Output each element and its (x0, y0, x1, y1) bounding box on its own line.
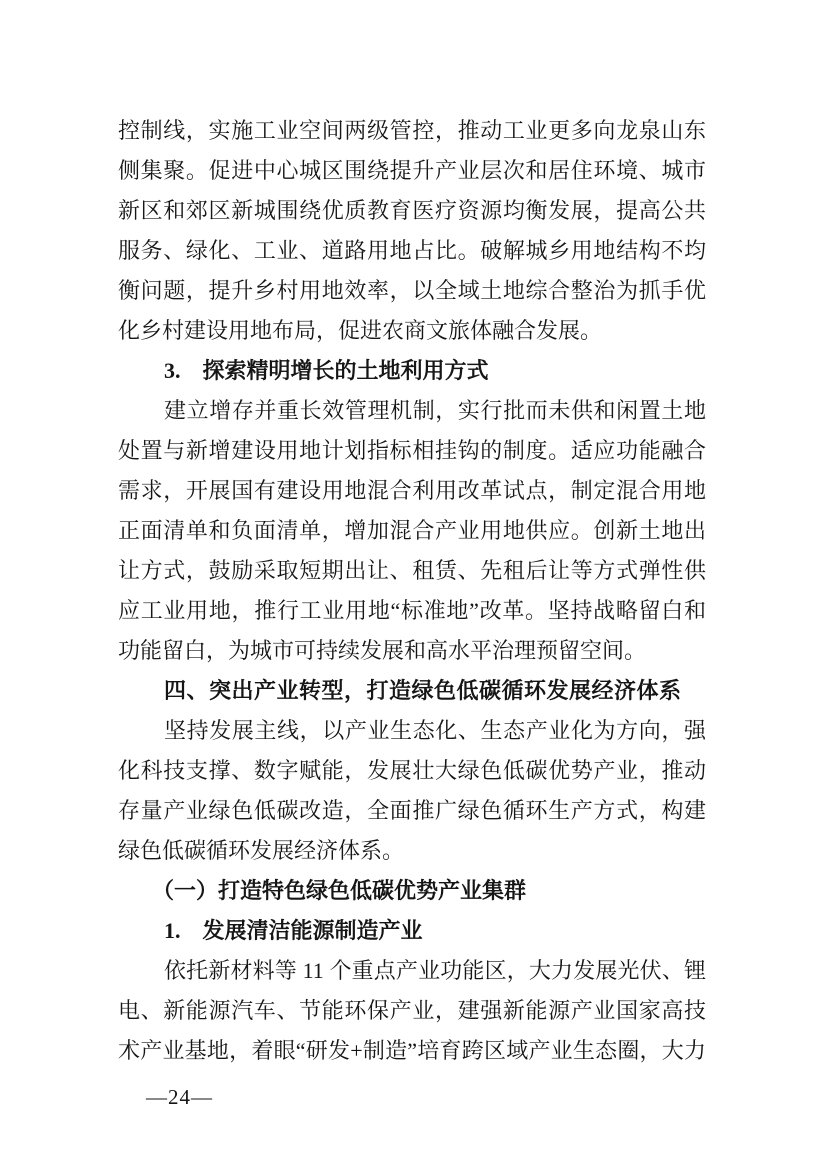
text-line: 侧集聚。促进中心城区围绕提升产业层次和居住环境、城市 (118, 158, 706, 183)
paragraph-land-control (118, 111, 706, 351)
heading-section-3: 3. 探索精明增长的土地利用方式 (164, 358, 489, 383)
text-line: 控制线，实施工业空间两级管控，推动工业更多向龙泉山东 (118, 118, 706, 143)
paragraph-industry-transform (118, 711, 706, 871)
text-line: 绿色低碳循环发展经济体系。 (118, 838, 405, 863)
text-line: 衡问题，提升乡村用地效率，以全域土地综合整治为抓手优 (118, 278, 706, 303)
heading-item-1: 1. 发展清洁能源制造产业 (164, 918, 423, 943)
paragraph-clean-energy (118, 951, 706, 1071)
document-body (118, 111, 706, 1071)
text-line: 化乡村建设用地布局，促进农商文旅体融合发展。 (118, 318, 603, 343)
text-line: 存量产业绿色低碳改造，全面推广绿色循环生产方式，构建 (118, 798, 706, 823)
text-line: 需求，开展国有建设用地混合利用改革试点，制定混合用地 (118, 478, 706, 503)
text-line: 让方式，鼓励采取短期出让、租赁、先租后让等方式弹性供 (118, 558, 706, 583)
text-line: 处置与新增建设用地计划指标相挂钩的制度。适应功能融合 (118, 438, 706, 463)
text-line: 电、新能源汽车、节能环保产业，建强新能源产业国家高技 (118, 998, 706, 1023)
text-line: 新区和郊区新城围绕优质教育医疗资源均衡发展，提高公共 (118, 198, 706, 223)
text-line: 依托新材料等 11 个重点产业功能区，大力发展光伏、锂 (164, 958, 706, 983)
text-line: 术产业基地，着眼“研发+制造”培育跨区域产业生态圈，大力 (118, 1038, 706, 1063)
heading-subsection-1: （一）打造特色绿色低碳优势产业集群 (152, 878, 527, 903)
text-line: 正面清单和负面清单，增加混合产业用地供应。创新土地出 (118, 518, 706, 543)
text-line: 服务、绿化、工业、道路用地占比。破解城乡用地结构不均 (118, 238, 706, 263)
text-line: 化科技支撑、数字赋能，发展壮大绿色低碳优势产业，推动 (118, 758, 706, 783)
heading-chapter-4: 四、突出产业转型，打造绿色低碳循环发展经济体系 (164, 678, 682, 703)
text-line: 应工业用地，推行工业用地“标准地”改革。坚持战略留白和 (118, 598, 706, 623)
paragraph-land-use (118, 391, 706, 671)
text-line: 功能留白，为城市可持续发展和高水平治理预留空间。 (118, 638, 647, 663)
page-number: —24— (146, 1085, 213, 1109)
text-line: 建立增存并重长效管理机制，实行批而未供和闲置土地 (164, 398, 706, 423)
text-line: 坚持发展主线，以产业生态化、生态产业化为方向，强 (164, 718, 706, 743)
